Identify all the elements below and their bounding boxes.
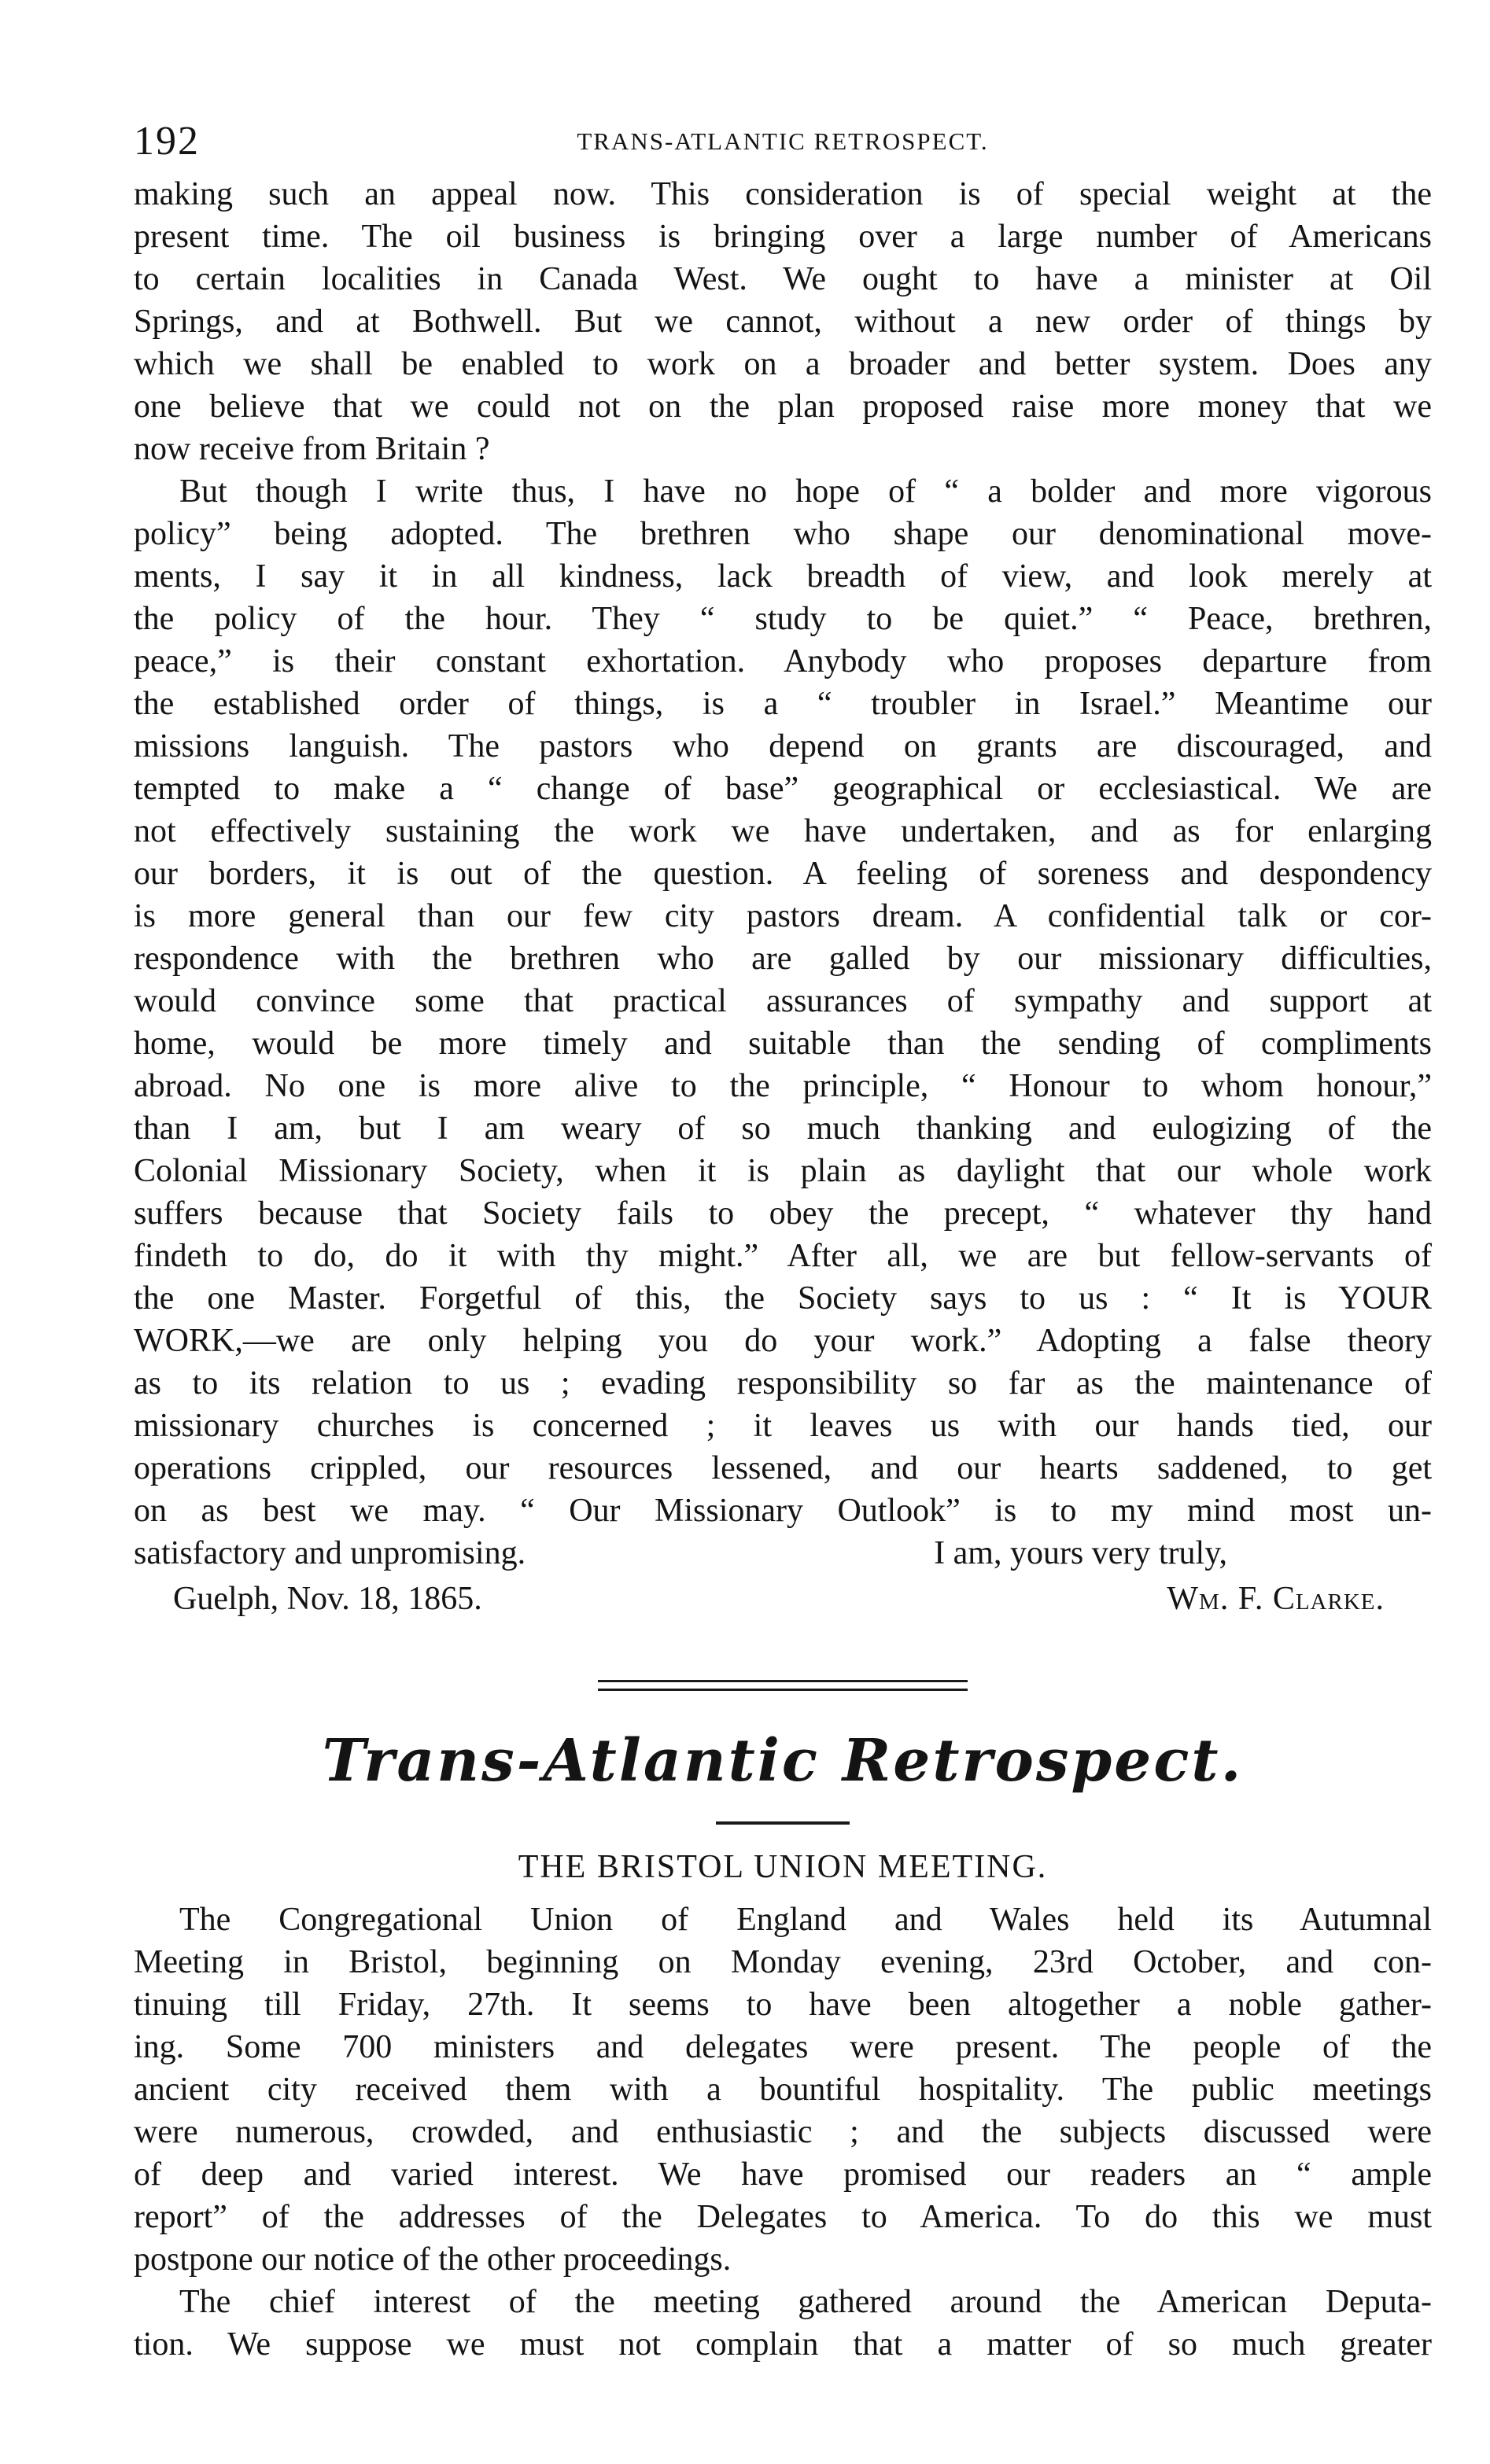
running-head: TRANS-ATLANTIC RETROSPECT. [577,127,989,155]
text-line: But though I write thus, I have no hope of “ a bolder and more vigorous [179,473,1432,510]
text-line: findeth to do, do it with thy might.” After all, we are but fellow-servants of [134,1238,1432,1274]
text-line: ancient city received them with a bountiful hospitality. The public meetings [134,2072,1432,2108]
text-line: now receive from Britain ? [134,431,490,467]
text-line: Colonial Missionary Society, when it is plain as daylight that our whole work [134,1153,1432,1189]
page-header [134,118,1432,173]
valediction: I am, yours very truly, [934,1535,1227,1571]
place-date: Guelph, Nov. 18, 1865. [173,1581,482,1617]
text-line: which we shall be enabled to work on a broader and better system. Does any [134,346,1432,382]
text-line: than I am, but I am weary of so much thanking and eulogizing of the [134,1110,1432,1147]
letter-body [134,173,1432,1625]
text-line: report” of the addresses of the Delegates to America. To do this we must [134,2199,1432,2235]
signature: Wm. F. Clarke. [1167,1581,1385,1617]
text-line: making such an appeal now. This consideration is of special weight at the [134,176,1432,212]
text-line: the one Master. Forgetful of this, the Society says to us : “ It is YOUR [134,1280,1432,1317]
text-line: missions languish. The pastors who depend on grants are discouraged, and [134,728,1432,764]
text-line: would convince some that practical assurances of sympathy and support at [134,983,1432,1019]
article-body [134,1899,1432,2366]
text-line: not effectively sustaining the work we have undertaken, and as for enlarging [134,813,1432,849]
text-line: suffers because that Society fails to obey the precept, “ whatever thy hand [134,1195,1432,1232]
article-paragraph-1 [134,1899,1432,2281]
section-divider [598,1680,968,1691]
text-line: missionary churches is concerned ; it leaves us with our hands tied, our [134,1408,1432,1444]
text-line: were numerous, crowded, and enthusiastic ; and the subjects discussed were [134,2114,1432,2150]
text-line: WORK,—we are only helping you do your work.” Adopting a false theory [134,1323,1432,1359]
text-line: of deep and varied interest. We have promised our readers an “ ample [134,2156,1432,2193]
page-number: 192 [134,119,200,164]
section-title: Trans-Atlantic Retrospect. [322,1727,1244,1795]
letter-paragraph-2 [134,470,1432,1532]
text-line: Springs, and at Bothwell. But we cannot, without a new order of things by [134,304,1432,340]
letter-closing [134,1532,1432,1575]
text-line: postpone our notice of the other proceedings. [134,2241,732,2278]
text-line: home, would be more timely and suitable than the sending of compliments [134,1026,1432,1062]
article-paragraph-2 [134,2281,1432,2366]
closing-text: satisfactory and unpromising. [134,1535,526,1571]
text-line: as to its relation to us ; evading responsibility so far as the maintenance of [134,1365,1432,1401]
page [134,118,1432,2366]
text-line: on as best we may. “ Our Missionary Outlook” is to my mind most un- [134,1493,1432,1529]
text-line: operations crippled, our resources lessened, and our hearts saddened, to get [134,1450,1432,1486]
text-line: to certain localities in Canada West. We ought to have a minister at Oil [134,261,1432,297]
text-line: is more general than our few city pastors dream. A confidential talk or cor- [134,898,1432,934]
text-line: ments, I say it in all kindness, lack breadth of view, and look merely at [134,558,1432,595]
text-line: respondence with the brethren who are galled by our missionary difficulties, [134,941,1432,977]
text-line: Meeting in Bristol, beginning on Monday evening, 23rd October, and con- [134,1944,1432,1980]
letter-paragraph-1 [134,173,1432,470]
text-line: one believe that we could not on the plan proposed raise more money that we [134,389,1432,425]
text-line: ing. Some 700 ministers and delegates were present. The people of the [134,2029,1432,2065]
text-line: present time. The oil business is bringing over a large number of Americans [134,219,1432,255]
letter-signoff [134,1578,1432,1625]
text-line: the policy of the hour. They “ study to be quiet.” “ Peace, brethren, [134,601,1432,637]
text-line: tempted to make a “ change of base” geographical or ecclesiastical. We are [134,771,1432,807]
article-title: THE BRISTOL UNION MEETING. [518,1849,1048,1885]
text-line: The chief interest of the meeting gathered around the American Deputa- [179,2284,1432,2320]
text-line: tinuing till Friday, 27th. It seems to have been altogether a noble gather- [134,1987,1432,2023]
text-line: the established order of things, is a “ troubler in Israel.” Meantime our [134,686,1432,722]
text-line: tion. We suppose we must not complain that a matter of so much greater [134,2326,1432,2363]
text-line: abroad. No one is more alive to the principle, “ Honour to whom honour,” [134,1068,1432,1104]
text-line: policy” being adopted. The brethren who shape our denominational move- [134,516,1432,552]
text-line: peace,” is their constant exhortation. Anybody who proposes departure from [134,643,1432,680]
text-line: our borders, it is out of the question. A feeling of soreness and despondency [134,856,1432,892]
title-rule [716,1821,850,1825]
text-line: The Congregational Union of England and Wales held its Autumnal [179,1902,1432,1938]
